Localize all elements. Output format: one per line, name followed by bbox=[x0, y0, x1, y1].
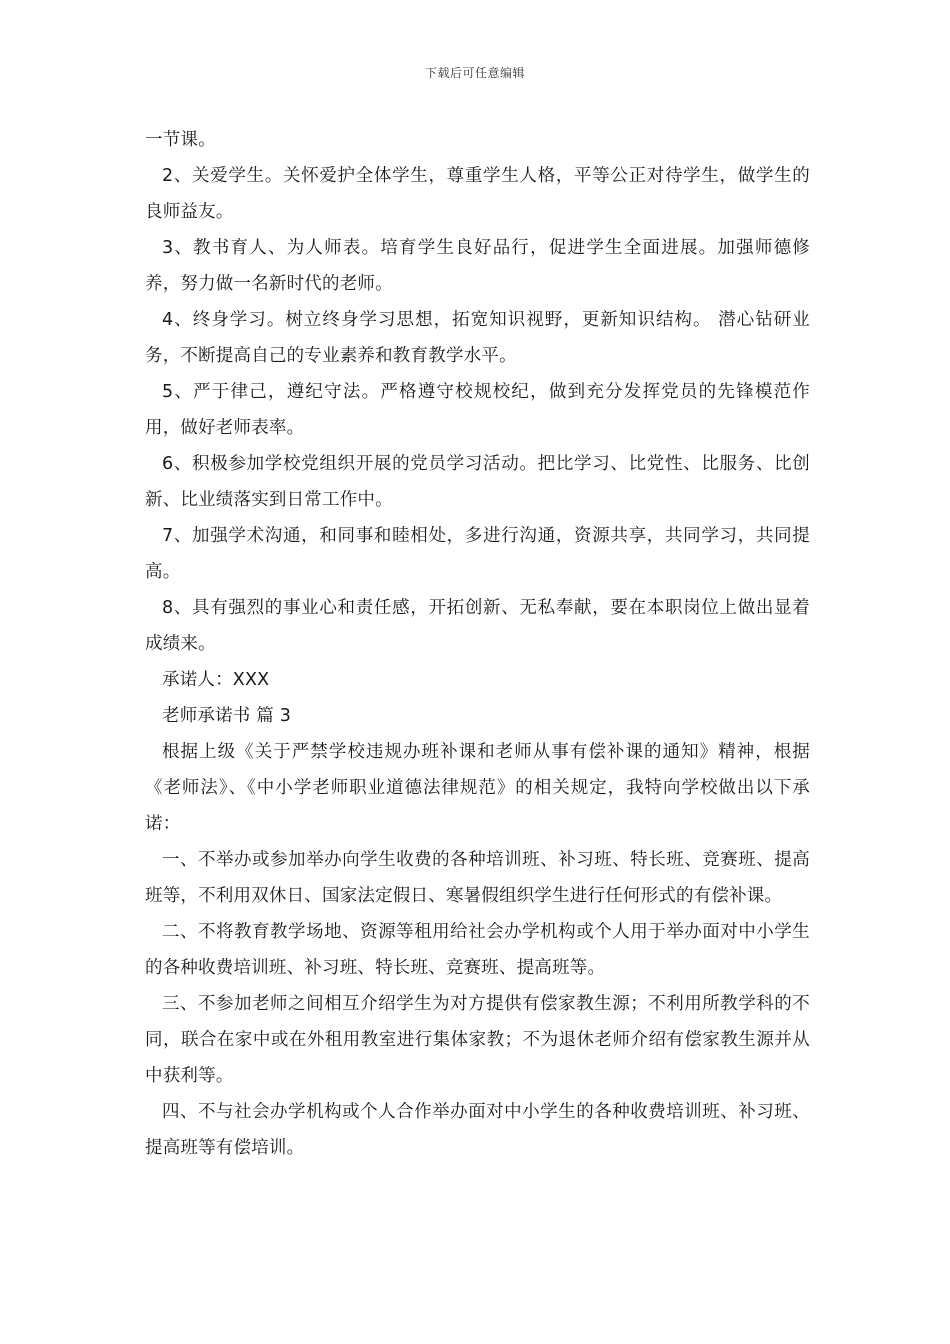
paragraph: 8、具有强烈的事业心和责任感，开拓创新、无私奉献，要在本职岗位上做出显着成绩来。 bbox=[145, 598, 810, 654]
paragraph: 3、教书育人、为人师表。培育学生良好品行，促进学生全面进展。加强师德修养，努力做一名新时代的老师。 bbox=[145, 238, 810, 294]
paragraph: 一节课。 bbox=[145, 130, 216, 150]
paragraph: 5、严于律己，遵纪守法。严格遵守校规校纪，做到充分发挥党员的先锋模范作用，做好老师表率。 bbox=[145, 382, 810, 438]
paragraph: 根据上级《关于严禁学校违规办班补课和老师从事有偿补课的通知》精神，根据《老师法》、《中小学老师职业道德法律规范》的相关规定，我特向学校做出以下承诺： bbox=[145, 742, 810, 834]
paragraph: 2、关爱学生。关怀爱护全体学生，尊重学生人格，平等公正对待学生，做学生的良师益友。 bbox=[145, 166, 810, 222]
paragraph: 一、不举办或参加举办向学生收费的各种培训班、补习班、特长班、竞赛班、提高班等，不利用双休日、国家法定假日、寒暑假组织学生进行任何形式的有偿补课。 bbox=[145, 850, 810, 906]
document-body bbox=[145, 122, 810, 1166]
paragraph: 二、不将教育教学场地、资源等租用给社会办学机构或个人用于举办面对中小学生的各种收费培训班、补习班、特长班、竞赛班、提高班等。 bbox=[145, 922, 810, 978]
paragraph: 7、加强学术沟通，和同事和睦相处，多进行沟通，资源共享，共同学习，共同提高。 bbox=[145, 526, 810, 582]
section-title: 老师承诺书 篇 3 bbox=[162, 706, 292, 726]
signer-line: 承诺人：XXX bbox=[162, 670, 270, 690]
paragraph: 4、终身学习。树立终身学习思想，拓宽知识视野，更新知识结构。 潜心钻研业务，不断提高自己的专业素养和教育教学水平。 bbox=[145, 310, 810, 366]
paragraph: 6、积极参加学校党组织开展的党员学习活动。把比学习、比党性、比服务、比创新、比业绩落实到日常工作中。 bbox=[145, 454, 810, 510]
page-header: 下载后可任意编辑 bbox=[424, 66, 525, 80]
paragraph: 四、不与社会办学机构或个人合作举办面对中小学生的各种收费培训班、补习班、提高班等有偿培训。 bbox=[145, 1102, 810, 1158]
paragraph: 三、不参加老师之间相互介绍学生为对方提供有偿家教生源；不利用所教学科的不同，联合在家中或在外租用教室进行集体家教；不为退休老师介绍有偿家教生源并从中获利等。 bbox=[145, 994, 810, 1086]
